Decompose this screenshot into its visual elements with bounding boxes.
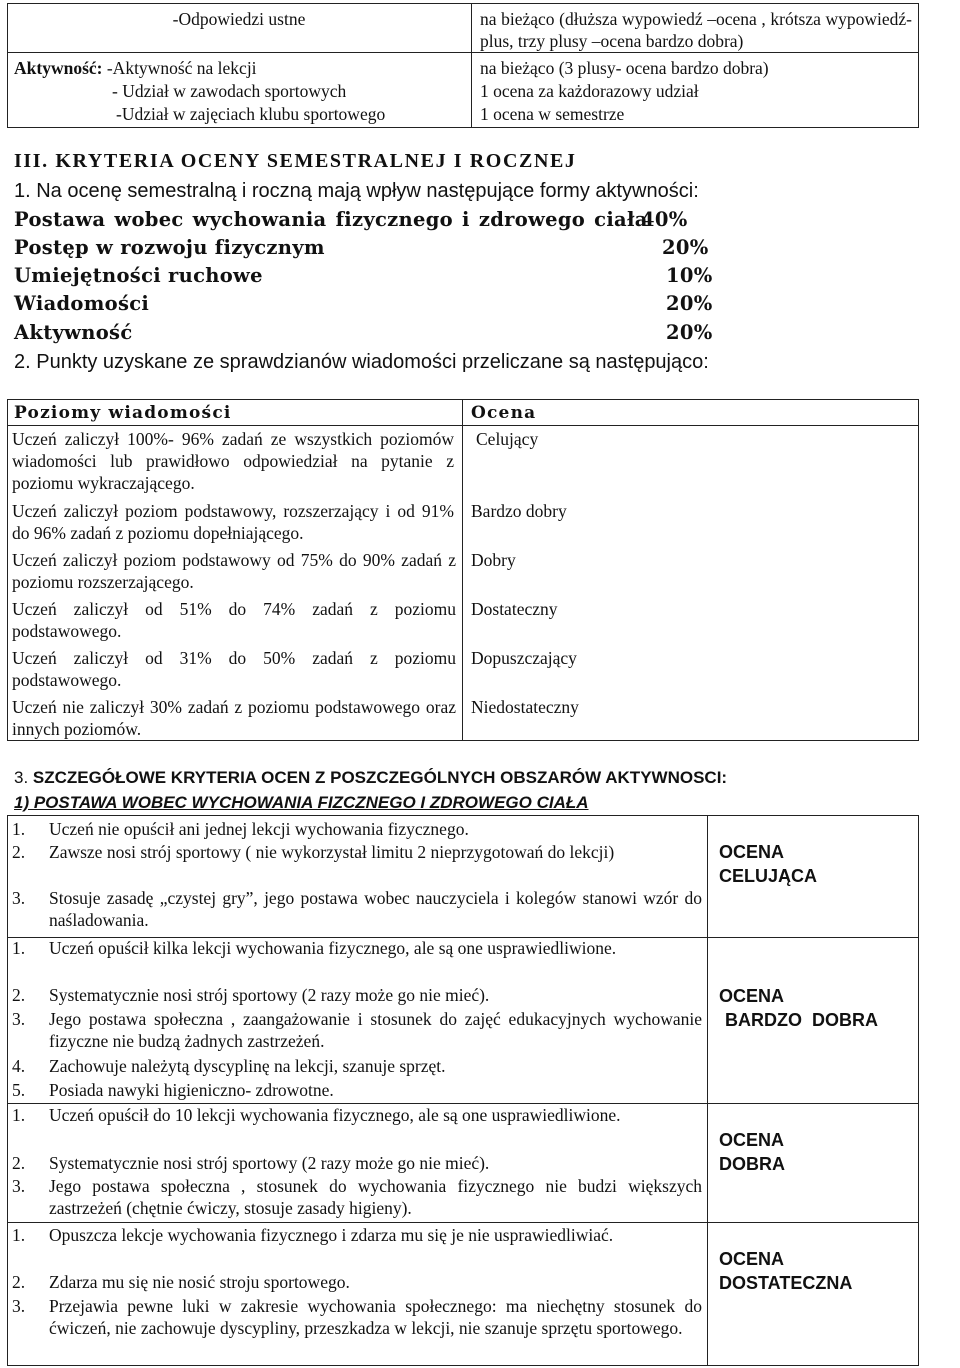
list-text: Uczeń opuścił kilka lekcji wychowania fizycznego, ale są one usprawiedliwione. xyxy=(49,938,617,958)
detail-heading xyxy=(14,767,727,789)
oral-answers-label: -Odpowiedzi ustne xyxy=(172,9,306,29)
criteria-intro: 1. Na ocenę semestralną i roczną mają wpływ następujące formy aktywności: xyxy=(14,180,699,202)
level-grade: Dobry xyxy=(471,550,516,570)
top-table-col-divider xyxy=(471,3,472,128)
list-number: 3. xyxy=(12,1296,26,1316)
postawa-row-divider xyxy=(7,1222,919,1223)
activity-label-3: -Udział w zajęciach klubu sportowego xyxy=(116,104,386,124)
grade-label-line2: DOSTATECZNA xyxy=(719,1273,853,1293)
level-description: Uczeń zaliczył od 31% do 50% zadań z poziomu podstawowego. xyxy=(12,648,456,690)
section-heading: III. KRYTERIA OCENY SEMESTRALNEJ I ROCZNEJ xyxy=(14,150,577,172)
level-description: Uczeń zaliczył 100%- 96% zadań ze wszystkich poziomów wiadomości lub prawidłowo odpowiedział na pytanie z poziomu wykraczającego. xyxy=(12,429,454,493)
list-text: Systematycznie nosi strój sportowy (2 razy może go nie mieć). xyxy=(49,1153,490,1173)
list-number: 1. xyxy=(12,819,26,839)
grade-label-line2: DOBRA xyxy=(719,1154,785,1174)
activity-label-2: - Udział w zawodach sportowych xyxy=(112,81,347,101)
activity-bold-prefix: Aktywność: xyxy=(14,58,103,78)
criterion-label: Postawa wobec wychowania fizycznego i zdrowego ciała xyxy=(14,208,648,231)
criterion-label: Aktywność xyxy=(14,321,133,344)
grade-label-line1: OCENA xyxy=(719,1130,785,1150)
grade-label-line2: CELUJĄCA xyxy=(719,866,818,886)
level-description: Uczeń zaliczył poziom podstawowy, rozszerzający i od 91% do 96% zadań z poziomu dopełniającego. xyxy=(12,501,454,543)
list-text: Uczeń opuścił do 10 lekcji wychowania fizycznego, ale są one usprawiedliwione. xyxy=(49,1105,621,1125)
list-number: 3. xyxy=(12,1176,26,1196)
list-text: Jego postawa społeczna , stosunek do wychowania fizycznego nie budzi większych zastrzeżeń (chętnie ćwiczy, stosuje zasady higieny). xyxy=(49,1176,702,1218)
criterion-value: 10% xyxy=(666,264,713,287)
list-number: 2. xyxy=(12,1153,26,1173)
criterion-value: 20% xyxy=(666,321,713,344)
level-grade: Niedostateczny xyxy=(471,697,579,717)
list-text: Zdarza mu się nie nosić stroju sportowego. xyxy=(49,1272,350,1292)
activity-grade-1: na bieżąco (3 plusy- ocena bardzo dobra) xyxy=(480,58,769,78)
detail-heading-num: 3. xyxy=(14,768,29,787)
criterion-value: 20% xyxy=(662,236,709,259)
detail-subheading: 1) POSTAWA WOBEC WYCHOWANIA FIZCZNEGO I ZDROWEGO CIAŁA xyxy=(14,793,589,812)
list-text: Zachowuje należytą dyscyplinę na lekcji, szanuje sprzęt. xyxy=(49,1056,446,1076)
list-number: 3. xyxy=(12,1009,26,1029)
detail-heading-text: SZCZEGÓŁOWE KRYTERIA OCEN Z POSZCZEGÓLNYCH OBSZARÓW AKTYWNOSCI: xyxy=(32,768,728,787)
activity-label-rest: -Aktywność na lekcji xyxy=(102,58,257,78)
level-description: Uczeń zaliczył od 51% do 74% zadań z poziomu podstawowego. xyxy=(12,599,456,641)
list-text: Stosuje zasadę „czystej gry”, jego postawa wobec nauczyciela i kolegów stanowi wzór do naśladowania. xyxy=(49,888,702,930)
grade-header: Ocena xyxy=(471,403,537,423)
list-text: Przejawia pewne luki w zakresie wychowania społecznego: ma niechętny stosunek do ćwiczeń, nie zachowuje dyscypliny, przeszkadza w lekcji, nie szanuje sprzętu sportowego. xyxy=(49,1296,702,1338)
grade-label-line2: BARDZO DOBRA xyxy=(725,1010,878,1030)
list-text: Uczeń nie opuścił ani jednej lekcji wychowania fizycznego. xyxy=(49,819,469,839)
criterion-label: Postęp w rozwoju fizycznym xyxy=(14,236,325,259)
level-grade: Bardzo dobry xyxy=(471,501,567,521)
list-number: 5. xyxy=(12,1080,26,1100)
level-grade: Celujący xyxy=(476,429,539,449)
level-description: Uczeń nie zaliczył 30% zadań z poziomu podstawowego oraz innych poziomów. xyxy=(12,697,456,739)
list-text: Zawsze nosi strój sportowy ( nie wykorzystał limitu 2 nieprzygotowań do lekcji) xyxy=(49,842,615,862)
list-number: 1. xyxy=(12,938,26,958)
criterion-value: 20% xyxy=(666,292,713,315)
levels-header: Poziomy wiadomości xyxy=(14,403,232,423)
level-grade: Dostateczny xyxy=(471,599,558,619)
list-number: 2. xyxy=(12,842,26,862)
grade-label-line1: OCENA xyxy=(719,986,785,1006)
list-number: 1. xyxy=(12,1225,26,1245)
criterion-label: Wiadomości xyxy=(14,292,150,315)
list-number: 4. xyxy=(12,1056,26,1076)
list-text: Opuszcza lekcje wychowania fizycznego i zdarza mu się je nie usprawiedliwiać. xyxy=(49,1225,614,1245)
list-text: Posiada nawyki higieniczno- zdrowotne. xyxy=(49,1080,334,1100)
list-number: 2. xyxy=(12,985,26,1005)
list-number: 1. xyxy=(12,1105,26,1125)
criterion-value: 40% xyxy=(641,208,688,231)
criterion-label: Umiejętności ruchowe xyxy=(14,264,263,287)
grade-label-line1: OCENA xyxy=(719,1249,785,1269)
grade-label-line1: OCENA xyxy=(719,842,785,862)
list-number: 3. xyxy=(12,888,26,908)
list-text: Jego postawa społeczna , zaangażowanie i stosunek do zajęć edukacyjnych wychowanie fizyczne nie budzą żadnych zastrzeżeń. xyxy=(49,1009,702,1051)
activity-grade-2: 1 ocena za każdorazowy udział xyxy=(480,81,699,101)
levels-table-header-divider xyxy=(7,425,919,426)
top-table-row-divider xyxy=(7,52,919,53)
activity-grade-3: 1 ocena w semestrze xyxy=(480,104,625,124)
levels-table-col-divider xyxy=(462,399,463,741)
list-number: 2. xyxy=(12,1272,26,1292)
level-grade: Dopuszczający xyxy=(471,648,577,668)
oral-answers-grading: na bieżąco (dłuższa wypowiedź –ocena , krótsza wypowiedź-plus, trzy plusy –ocena bardzo dobra) xyxy=(480,9,912,51)
postawa-table-col-divider xyxy=(707,815,708,1366)
list-text: Systematycznie nosi strój sportowy (2 razy może go nie mieć). xyxy=(49,985,490,1005)
level-description: Uczeń zaliczył poziom podstawowy od 75% do 90% zadań z poziomu rozszerzającego. xyxy=(12,550,456,592)
activity-label-1 xyxy=(14,57,257,79)
points-intro: 2. Punkty uzyskane ze sprawdzianów wiadomości przeliczane są następująco: xyxy=(14,351,709,373)
